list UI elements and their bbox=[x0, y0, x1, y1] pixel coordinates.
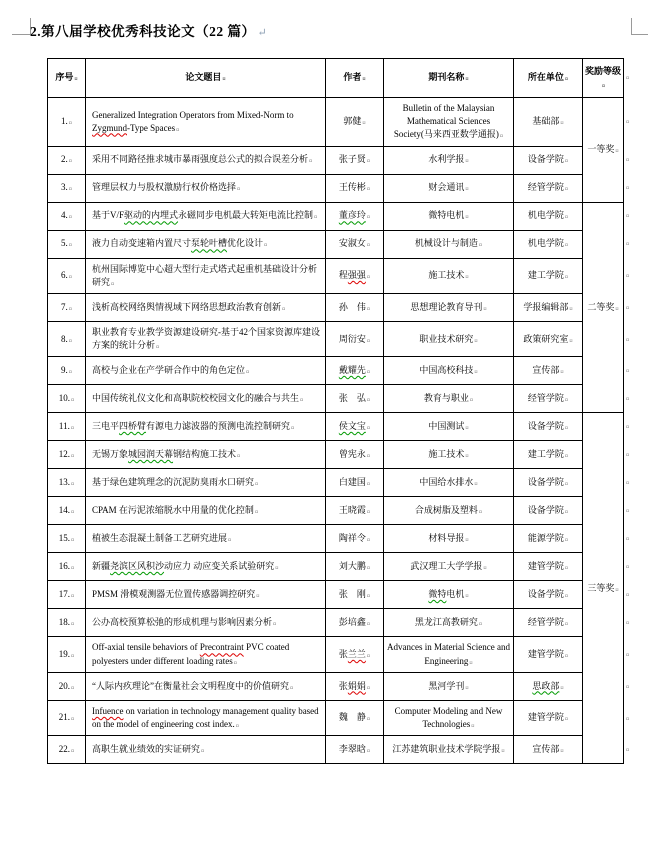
cell-no: 6. ¤ bbox=[48, 258, 86, 293]
end-of-row-mark bbox=[624, 497, 636, 525]
cell-no: 17. ¤ bbox=[48, 581, 86, 609]
grammar-squiggle: 尧滨区风积沙 bbox=[110, 561, 165, 572]
grammar-squiggle: 微特 bbox=[428, 589, 447, 600]
end-of-row-mark bbox=[624, 581, 636, 609]
col-header-no: 序号 ¤ bbox=[48, 59, 86, 98]
cell-author: 刘大鹏 ¤ bbox=[326, 553, 384, 581]
end-of-row-mark bbox=[624, 441, 636, 469]
cell-author: 李翠晗 ¤ bbox=[326, 736, 384, 764]
cell-no: 14. ¤ bbox=[48, 497, 86, 525]
end-of-row-mark bbox=[624, 258, 636, 293]
table-row bbox=[48, 413, 636, 441]
cell-no: 1. ¤ bbox=[48, 98, 86, 147]
cell-title: 公办高校预算松弛的形成机理与影响因素分析 ¤ bbox=[86, 609, 326, 637]
cell-author: 彭培鑫 ¤ bbox=[326, 609, 384, 637]
cell-journal: 江苏建筑职业技术学院学报 ¤ bbox=[384, 736, 514, 764]
cell-title: 无锡万象城园润天幕钢结构施工技术 ¤ bbox=[86, 441, 326, 469]
cell-title: Off-axial tensile behaviors of Precontraint PVC coated polyesters under different loading rates ¤ bbox=[86, 637, 326, 672]
cell-journal: Bulletin of the Malaysian Mathematical Sciences Society(马来西亚数学通报) ¤ bbox=[384, 98, 514, 147]
cell-unit: 建工学院 ¤ bbox=[514, 258, 583, 293]
spell-squiggle: Infuence bbox=[92, 705, 124, 716]
cell-unit: 学报编辑部 ¤ bbox=[514, 293, 583, 321]
cell-author bbox=[326, 357, 384, 385]
cell-no: 13. ¤ bbox=[48, 469, 86, 497]
cell-title: 采用不同路径推求城市暴雨强度总公式的拟合误差分析 ¤ bbox=[86, 146, 326, 174]
cell-no: 19. ¤ bbox=[48, 637, 86, 672]
cell-title: 中国传统礼仪文化和高职院校校园文化的融合与共生 ¤ bbox=[86, 385, 326, 413]
end-of-row-mark bbox=[624, 98, 636, 147]
cell-journal: 黑龙江高教研究 ¤ bbox=[384, 609, 514, 637]
cell-author: 安淑女 ¤ bbox=[326, 230, 384, 258]
cell-journal: 中国测试 ¤ bbox=[384, 413, 514, 441]
end-of-row-mark bbox=[624, 357, 636, 385]
doc-title-text: 2.第八届学校优秀科技论文（22 篇） bbox=[30, 24, 256, 39]
table-row bbox=[48, 700, 636, 735]
cell-no: 18. ¤ bbox=[48, 609, 86, 637]
cell-journal: 微特电机 ¤ bbox=[384, 581, 514, 609]
cell-unit: 基础部 ¤ bbox=[514, 98, 583, 147]
cell-journal: 合成树脂及塑料 ¤ bbox=[384, 497, 514, 525]
table-row bbox=[48, 146, 636, 174]
cell-author bbox=[326, 413, 384, 441]
cell-title: 液力自动变速箱内置尺寸泵轮叶槽优化设计 ¤ bbox=[86, 230, 326, 258]
cell-no: 10. ¤ bbox=[48, 385, 86, 413]
table-row bbox=[48, 98, 636, 147]
cell-author: 孙 伟 ¤ bbox=[326, 293, 384, 321]
cell-title: Generalized Integration Operators from Mixed-Norm to Zygmund-Type Spaces ¤ bbox=[86, 98, 326, 147]
col-header-journal: 期刊名称 ¤ bbox=[384, 59, 514, 98]
cell-title: “人际内疚理论”在衡量社会文明程度中的价值研究 ¤ bbox=[86, 672, 326, 700]
margin-crop-mark-top-right bbox=[631, 18, 648, 35]
cell-no: 15. ¤ bbox=[48, 525, 86, 553]
spell-squiggle: 强强 bbox=[347, 270, 366, 281]
cell-unit: 宣传部 ¤ bbox=[514, 736, 583, 764]
table-header-row bbox=[48, 59, 636, 98]
table-row bbox=[48, 609, 636, 637]
table-row bbox=[48, 736, 636, 764]
table-row bbox=[48, 174, 636, 202]
cell-unit: 设备学院 ¤ bbox=[514, 497, 583, 525]
cell-unit: 建管学院 ¤ bbox=[514, 637, 583, 672]
col-header-unit: 所在单位 ¤ bbox=[514, 59, 583, 98]
cell-journal: 黑河学刊 ¤ bbox=[384, 672, 514, 700]
table-row bbox=[48, 637, 636, 672]
cell-unit: 机电学院 ¤ bbox=[514, 230, 583, 258]
cell-author: 周衍安 ¤ bbox=[326, 321, 384, 356]
spell-squiggle: 兰兰 bbox=[347, 648, 366, 659]
cell-title: 三电平四桥臂有源电力滤波器的预测电流控制研究 ¤ bbox=[86, 413, 326, 441]
cell-no: 22. ¤ bbox=[48, 736, 86, 764]
cell-unit bbox=[514, 672, 583, 700]
cell-unit: 经管学院 ¤ bbox=[514, 385, 583, 413]
end-of-row-mark bbox=[624, 293, 636, 321]
table-row bbox=[48, 293, 636, 321]
grammar-squiggle: 驱动的内埋式 bbox=[124, 210, 179, 221]
spell-squiggle: 娟娟 bbox=[347, 680, 366, 691]
cell-author: 王晓霞 ¤ bbox=[326, 497, 384, 525]
cell-journal: 材料导报 ¤ bbox=[384, 525, 514, 553]
table-row bbox=[48, 525, 636, 553]
cell-journal: 教育与职业 ¤ bbox=[384, 385, 514, 413]
end-of-row-mark bbox=[624, 525, 636, 553]
cell-no: 2. ¤ bbox=[48, 146, 86, 174]
cell-unit: 设备学院 ¤ bbox=[514, 146, 583, 174]
table-row bbox=[48, 497, 636, 525]
cell-journal: 施工技术 ¤ bbox=[384, 258, 514, 293]
cell-author: 郭健 ¤ bbox=[326, 98, 384, 147]
cell-journal: 财会通讯 ¤ bbox=[384, 174, 514, 202]
cell-author: 张 刚 ¤ bbox=[326, 581, 384, 609]
end-of-row-mark bbox=[624, 321, 636, 356]
cell-journal: 施工技术 ¤ bbox=[384, 441, 514, 469]
cell-author: 程强强 ¤ bbox=[326, 258, 384, 293]
col-header-award: 奖励等级 ¤ bbox=[583, 59, 624, 98]
cell-unit: 设备学院 ¤ bbox=[514, 413, 583, 441]
cell-unit: 政策研究室 ¤ bbox=[514, 321, 583, 356]
paragraph-mark: ↵ bbox=[257, 27, 268, 39]
cell-unit: 建管学院 ¤ bbox=[514, 700, 583, 735]
end-of-row-mark bbox=[624, 672, 636, 700]
table-row bbox=[48, 385, 636, 413]
cell-author: 张 弘 ¤ bbox=[326, 385, 384, 413]
grammar-squiggle: 四桥臂 bbox=[119, 421, 147, 432]
end-of-row-mark bbox=[624, 174, 636, 202]
end-of-row-mark bbox=[624, 146, 636, 174]
cell-journal: 水利学报 ¤ bbox=[384, 146, 514, 174]
cell-journal: 思想理论教育导刊 ¤ bbox=[384, 293, 514, 321]
end-of-row-mark bbox=[624, 700, 636, 735]
cell-author: 魏 静 ¤ bbox=[326, 700, 384, 735]
end-of-row-mark bbox=[624, 413, 636, 441]
grammar-squiggle: 戴耀先 bbox=[338, 365, 366, 376]
cell-title: 基于V/F驱动的内埋式永磁同步电机最大转矩电流比控制 ¤ bbox=[86, 202, 326, 230]
cell-unit: 经管学院 ¤ bbox=[514, 174, 583, 202]
cell-unit: 设备学院 ¤ bbox=[514, 469, 583, 497]
cell-title: 基于绿色建筑理念的沉泥防臭雨水口研究 ¤ bbox=[86, 469, 326, 497]
table-row bbox=[48, 581, 636, 609]
cell-unit: 建管学院 ¤ bbox=[514, 553, 583, 581]
end-of-row-mark bbox=[624, 202, 636, 230]
cell-author: 曾宪永 ¤ bbox=[326, 441, 384, 469]
papers-table-body bbox=[48, 98, 636, 764]
cell-unit: 设备学院 ¤ bbox=[514, 581, 583, 609]
cell-author: 陶祥令 ¤ bbox=[326, 525, 384, 553]
end-of-row-mark bbox=[624, 736, 636, 764]
grammar-squiggle: 侯文宝 bbox=[338, 421, 366, 432]
cell-title: 高校与企业在产学研合作中的角色定位 ¤ bbox=[86, 357, 326, 385]
end-of-row-mark bbox=[624, 59, 636, 98]
cell-author: 白建国 ¤ bbox=[326, 469, 384, 497]
cell-author: 张兰兰 ¤ bbox=[326, 637, 384, 672]
cell-journal: 微特电机 ¤ bbox=[384, 202, 514, 230]
cell-unit: 经管学院 ¤ bbox=[514, 609, 583, 637]
cell-author: 张娟娟 ¤ bbox=[326, 672, 384, 700]
cell-no: 20. ¤ bbox=[48, 672, 86, 700]
cell-no: 7. ¤ bbox=[48, 293, 86, 321]
cell-journal: 职业技术研究 ¤ bbox=[384, 321, 514, 356]
cell-author: 王传彬 ¤ bbox=[326, 174, 384, 202]
cell-title: 杭州国际博览中心超大型行走式塔式起重机基础设计分析研究 ¤ bbox=[86, 258, 326, 293]
cell-no: 5. ¤ bbox=[48, 230, 86, 258]
end-of-row-mark bbox=[624, 553, 636, 581]
margin-crop-mark-top-left bbox=[12, 18, 31, 35]
table-row bbox=[48, 469, 636, 497]
cell-journal: 中国给水排水 ¤ bbox=[384, 469, 514, 497]
cell-no: 21. ¤ bbox=[48, 700, 86, 735]
cell-award: 一等奖 ¤ bbox=[583, 98, 624, 203]
cell-title: PMSM 滑模观测器无位置传感器调控研究 ¤ bbox=[86, 581, 326, 609]
end-of-row-mark bbox=[624, 385, 636, 413]
cell-no: 8. ¤ bbox=[48, 321, 86, 356]
table-row bbox=[48, 202, 636, 230]
table-row bbox=[48, 357, 636, 385]
cell-journal: Advances in Material Science and Engineering ¤ bbox=[384, 637, 514, 672]
cell-title: 管理层权力与股权激励行权价格选择 ¤ bbox=[86, 174, 326, 202]
table-row bbox=[48, 553, 636, 581]
col-header-title: 论文题目 ¤ bbox=[86, 59, 326, 98]
cell-title: 浅析高校网络舆情视域下网络思想政治教育创新 ¤ bbox=[86, 293, 326, 321]
cell-no: 4. ¤ bbox=[48, 202, 86, 230]
papers-table bbox=[47, 58, 636, 764]
cell-title: CPAM 在污泥浓缩脱水中用量的优化控制 ¤ bbox=[86, 497, 326, 525]
cell-unit: 能源学院 ¤ bbox=[514, 525, 583, 553]
cell-unit: 宣传部 ¤ bbox=[514, 357, 583, 385]
table-row bbox=[48, 230, 636, 258]
cell-title: 植被生态混凝土制备工艺研究进展 ¤ bbox=[86, 525, 326, 553]
cell-title: 职业教育专业教学资源建设研究-基于42个国家资源库建设方案的统计分析 ¤ bbox=[86, 321, 326, 356]
cell-journal: 中国高校科技 ¤ bbox=[384, 357, 514, 385]
grammar-squiggle: 城园润天幕 bbox=[128, 449, 174, 460]
end-of-row-mark bbox=[624, 637, 636, 672]
cell-unit: 机电学院 ¤ bbox=[514, 202, 583, 230]
cell-award: 二等奖 ¤ bbox=[583, 202, 624, 413]
grammar-squiggle: 思政部 bbox=[532, 680, 560, 691]
table-row bbox=[48, 321, 636, 356]
cell-journal: 机械设计与制造 ¤ bbox=[384, 230, 514, 258]
cell-author: 张子贤 ¤ bbox=[326, 146, 384, 174]
cell-author bbox=[326, 202, 384, 230]
grammar-squiggle: 泵轮叶槽 bbox=[191, 238, 228, 249]
cell-journal: 武汉理工大学学报 ¤ bbox=[384, 553, 514, 581]
grammar-squiggle: 董彦玲 bbox=[338, 210, 366, 221]
cell-no: 16. ¤ bbox=[48, 553, 86, 581]
cell-title: Infuence on variation in technology management quality based on the model of engineering cost index. ¤ bbox=[86, 700, 326, 735]
cell-journal: Computer Modeling and New Technologies ¤ bbox=[384, 700, 514, 735]
cell-no: 11. ¤ bbox=[48, 413, 86, 441]
cell-no: 9. ¤ bbox=[48, 357, 86, 385]
table-row bbox=[48, 672, 636, 700]
doc-title bbox=[30, 20, 267, 40]
cell-award: 三等奖 ¤ bbox=[583, 413, 624, 764]
end-of-row-mark bbox=[624, 609, 636, 637]
cell-title: 新疆尧滨区风积沙动应力 动应变关系试验研究 ¤ bbox=[86, 553, 326, 581]
end-of-row-mark bbox=[624, 469, 636, 497]
col-header-author: 作者 ¤ bbox=[326, 59, 384, 98]
cell-no: 12. ¤ bbox=[48, 441, 86, 469]
table-row bbox=[48, 258, 636, 293]
table-row bbox=[48, 441, 636, 469]
cell-no: 3. ¤ bbox=[48, 174, 86, 202]
end-of-row-mark bbox=[624, 230, 636, 258]
cell-title: 高职生就业绩效的实证研究 ¤ bbox=[86, 736, 326, 764]
spell-squiggle: Precontraint bbox=[199, 642, 244, 653]
spell-squiggle: Zygmund bbox=[92, 122, 127, 133]
cell-unit: 建工学院 ¤ bbox=[514, 441, 583, 469]
